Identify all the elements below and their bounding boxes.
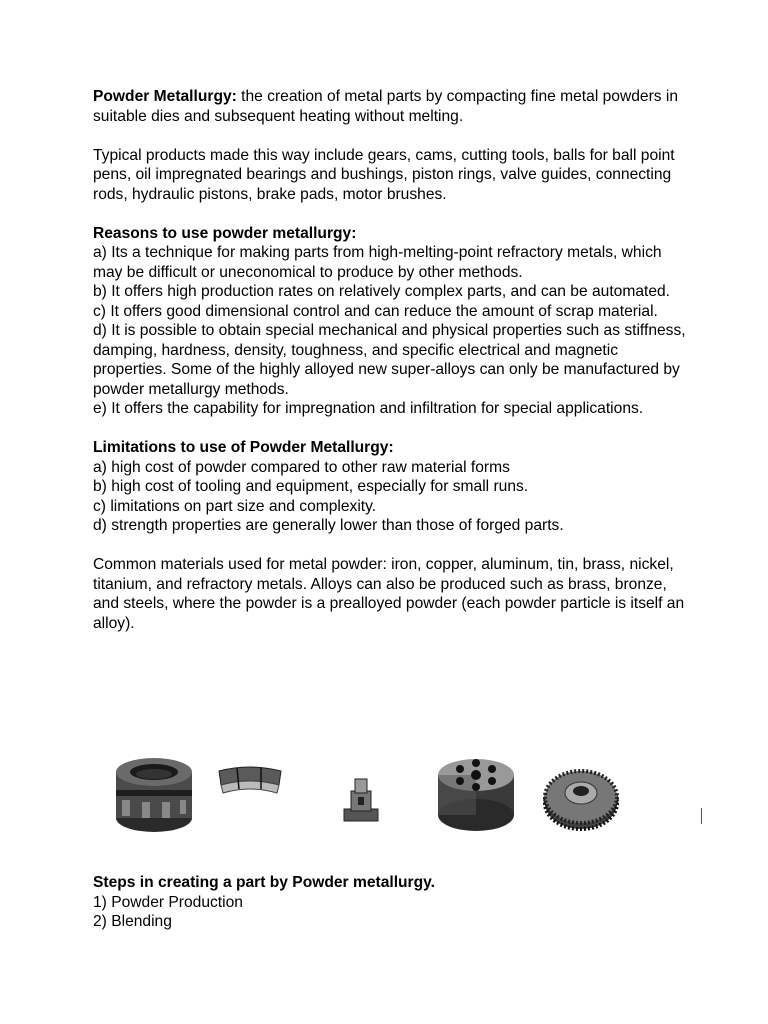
segment-part-image (217, 763, 283, 797)
text-cursor (701, 808, 702, 824)
steps-heading: Steps in creating a part by Powder metallurgy. (93, 874, 435, 891)
reason-item: c) It offers good dimensional control and can reduce the amount of scrap material. (93, 302, 658, 320)
gear-part-image (542, 763, 620, 833)
products-paragraph: Typical products made this way include gears, cams, cutting tools, balls for ball point pens, oil impregnated bearings and bushings, piston rings, valve guides, connecting rods, hydraulic pistons, brake pads, motor brushes. (93, 146, 675, 203)
document-body (93, 87, 693, 633)
intro-term: Powder Metallurgy: (93, 88, 237, 105)
reason-item: a) Its a technique for making parts from high-melting-point refractory metals, which may be difficult or uneconomical to produce by other methods. (93, 244, 662, 281)
step-item: 1) Powder Production (93, 893, 243, 911)
reason-item: e) It offers the capability for impregnation and infiltration for special applications. (93, 400, 644, 417)
materials-paragraph: Common materials used for metal powder: iron, copper, aluminum, tin, brass, nickel, titanium, and refractory metals. Alloys can also be produced such as brass, bronze, and steels, where the powder is a prealloyed powder (each powder particle is itself an alloy). (93, 556, 685, 632)
reason-item: d) It is possible to obtain special mechanical and physical properties such as stiffness, damping, hardness, density, toughness, and specific electrical and magnetic properties. Some of the highly alloyed new super-alloys can only be manufactured by powder metallurgy methods. (93, 322, 686, 398)
step-item: 2) Blending (93, 913, 172, 930)
reason-item: b) It offers high production rates on relatively complex parts, and can be automated. (93, 283, 671, 300)
steps-section (93, 873, 693, 932)
limitation-item: d) strength properties are generally lower than those of forged parts. (93, 517, 564, 534)
bushing-part-image (112, 750, 196, 838)
limitation-item: b) high cost of tooling and equipment, especially for small runs. (93, 478, 529, 495)
cam-part-image (434, 749, 518, 837)
fitting-part-image (342, 777, 380, 825)
limitations-heading: Limitations to use of Powder Metallurgy: (93, 439, 394, 456)
intro-definition: the creation of metal parts by compacting fine metal powders in suitable dies and subsequent heating without melting. (93, 88, 679, 125)
intro-paragraph (93, 87, 693, 126)
limitation-item: a) high cost of powder compared to other raw material forms (93, 458, 510, 476)
reasons-heading: Reasons to use powder metallurgy: (93, 224, 357, 242)
pm-parts-illustration (112, 745, 632, 840)
limitation-item: c) limitations on part size and complexity. (93, 497, 377, 515)
